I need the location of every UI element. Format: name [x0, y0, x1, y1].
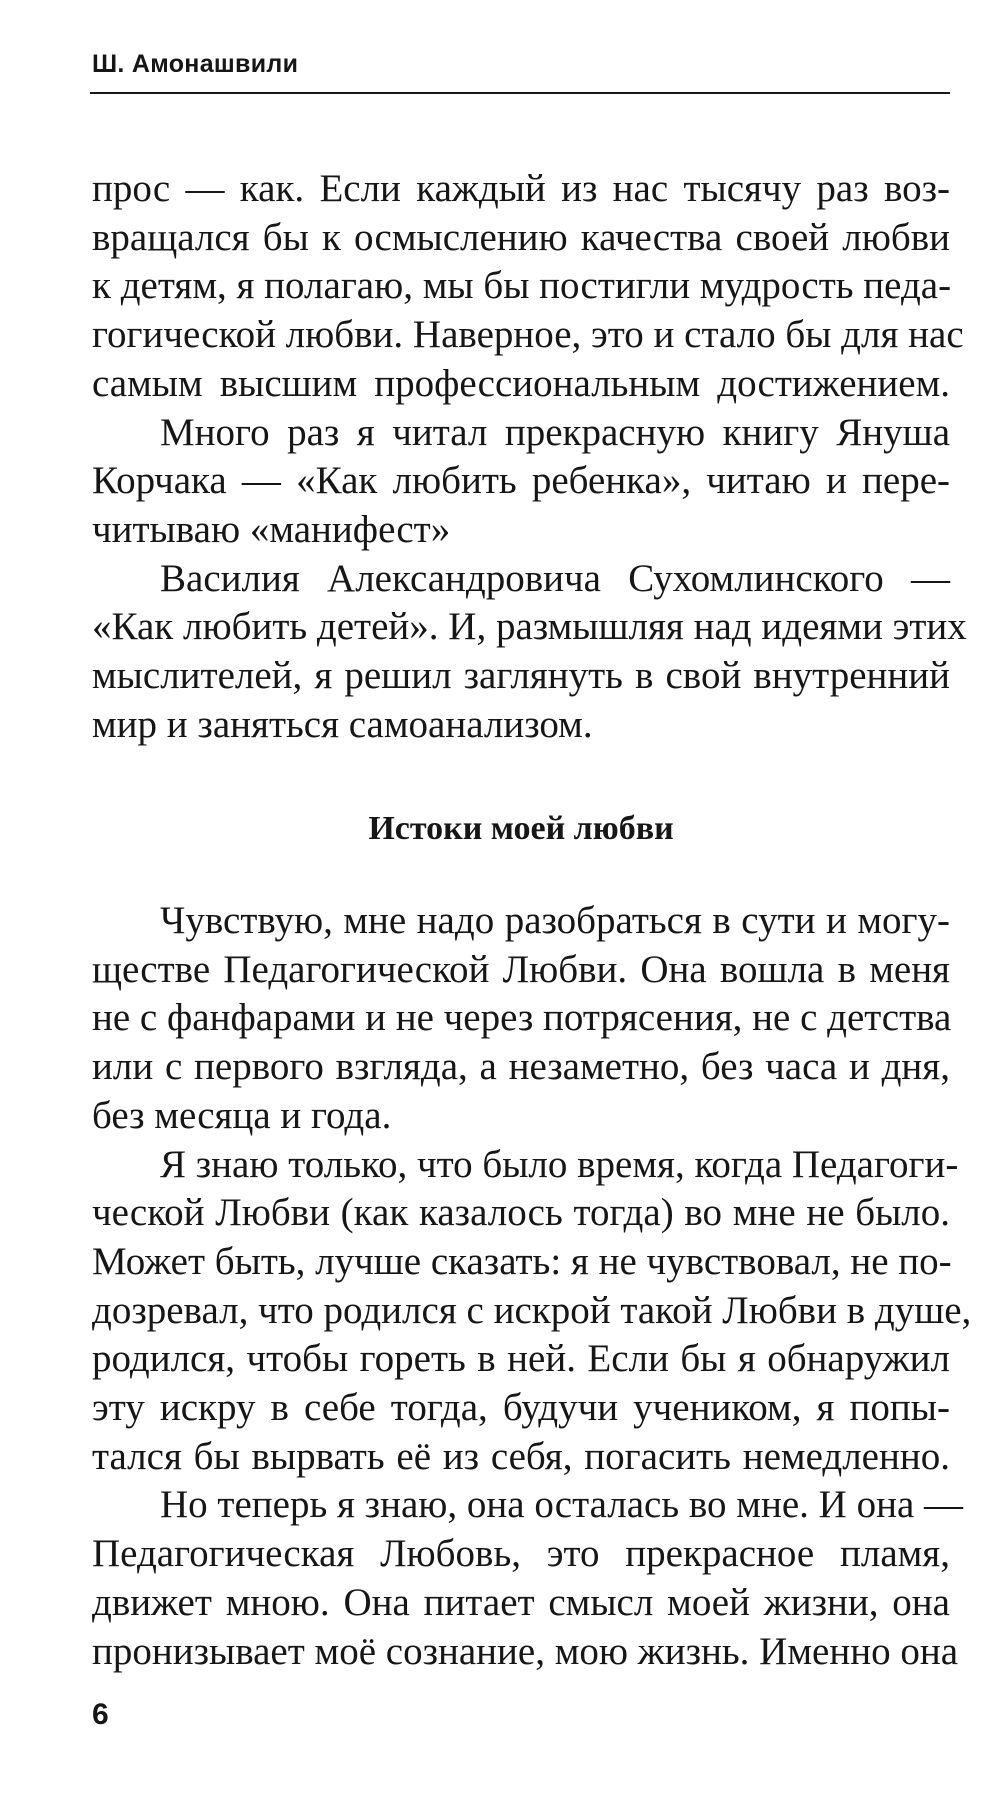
text-line: мир и заняться самоанализом.	[92, 702, 593, 746]
text-line: Василия Александровича Сухомлинского —	[160, 556, 950, 600]
text-line: «Как любить детей». И, размышляя над идеями этих	[92, 605, 967, 649]
text-line: без месяца и года.	[92, 1093, 392, 1137]
text-line: самым высшим профессиональным достижением.	[92, 361, 950, 405]
text-line: эту искру в себе тогда, будучи учеником, я попы-	[92, 1386, 950, 1430]
text-line: ческой Любви (как казалось тогда) во мне не было.	[92, 1191, 950, 1235]
body-text-section-1	[92, 165, 967, 749]
text-line: ществе Педагогической Любви. Она вошла в меня	[92, 947, 950, 991]
text-line: движет мною. Она питает смысл моей жизни, она	[92, 1580, 950, 1624]
text-line: тался бы вырвать её из себя, погасить немедленно.	[92, 1434, 950, 1478]
text-line: дозревал, что родился с искрой такой Любви в душе,	[92, 1288, 972, 1332]
text-line: вращался бы к осмыслению качества своей любви	[92, 215, 950, 259]
text-line: Чувствую, мне надо разобраться в сути и могу-	[160, 899, 950, 942]
running-head: Ш. Амонашвили	[92, 50, 299, 78]
text-line: или с первого взгляда, а незаметно, без часа и дня,	[92, 1045, 950, 1089]
text-line: Я знаю только, что было время, когда Педагоги-	[160, 1142, 959, 1186]
body-text-section-2	[92, 897, 972, 1676]
text-line: читываю «манифест»	[92, 507, 451, 551]
text-line: Педагогическая Любовь, это прекрасное пламя,	[92, 1532, 950, 1576]
text-line: пронизывает моё сознание, мою жизнь. Именно она	[92, 1629, 958, 1673]
text-line: мыслителей, я решил заглянуть в свой внутренний	[92, 654, 950, 698]
text-line: Может быть, лучше сказать: я не чувствовал, не по-	[92, 1239, 952, 1283]
text-line: к детям, я полагаю, мы бы постигли мудрость педа-	[92, 264, 952, 308]
text-line: Много раз я читал прекрасную книгу Януша	[160, 410, 950, 454]
text-line: Корчака — «Как любить ребенка», читаю и пере-	[92, 459, 950, 503]
text-line: родился, чтобы гореть в ней. Если бы я обнаружил	[92, 1337, 950, 1381]
text-line: гогической любви. Наверное, это и стало бы для нас	[92, 313, 964, 357]
header-rule	[90, 92, 950, 94]
text-line: прос — как. Если каждый из нас тысячу раз воз-	[92, 167, 950, 210]
section-heading: Истоки моей любви	[368, 810, 674, 847]
page-number: 6	[92, 1698, 109, 1731]
text-line: не с фанфарами и не через потрясения, не с детства	[92, 996, 952, 1040]
text-line: Но теперь я знаю, она осталась во мне. И она —	[160, 1483, 964, 1527]
